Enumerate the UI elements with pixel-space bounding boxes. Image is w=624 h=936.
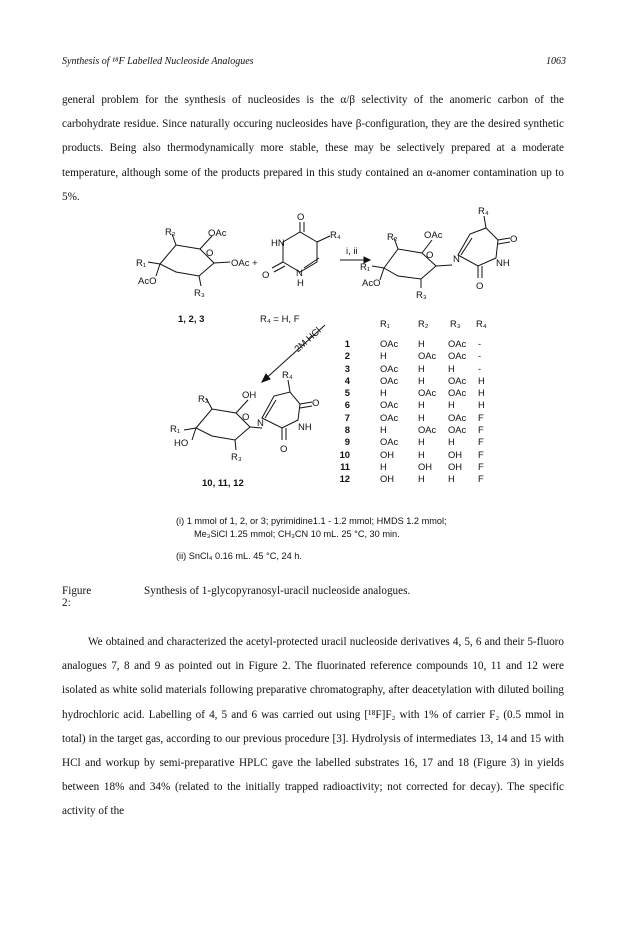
cell-n: 5 [344, 387, 350, 399]
cell-n: 4 [344, 374, 350, 386]
cell-r2: H [418, 374, 425, 386]
cell-n: 9 [344, 436, 350, 448]
cell-r2: H [418, 411, 425, 423]
cell-r3: OAc [448, 374, 467, 386]
cell-r3: H [448, 399, 455, 411]
label-r4-product: R₄ [478, 206, 489, 217]
label-o-right-final: O [312, 398, 320, 409]
label-r2-product: R₂ [387, 232, 398, 243]
cell-r1: OAc [380, 436, 399, 448]
label-base-hn: HN [271, 238, 285, 249]
cell-n: 7 [344, 411, 350, 423]
label-n-final: N [257, 418, 264, 429]
label-o-bottom-final: O [280, 444, 288, 455]
conditions-i-line2: Me₃SiCl 1.25 mmol; CH₃CN 10 mL. 25 °C, 30 min. [194, 529, 400, 539]
cell-r4: H [478, 374, 485, 386]
label-oac-anomeric: OAc + [231, 258, 258, 269]
cell-r3: OH [448, 460, 463, 472]
label-nh-product: NH [496, 258, 510, 269]
label-aco-product: AcO [362, 278, 381, 289]
caption-label: Figure 2: [62, 585, 92, 609]
cell-r1: OH [380, 448, 395, 460]
cell-n: 1 [344, 338, 350, 349]
arrow-label-hcl: 2M HCl [292, 325, 324, 355]
label-base-n: N [296, 268, 303, 279]
paragraph-intro: general problem for the synthesis of nucleosides is the α/β selectivity of the anomeric carbon of the carbohydrate residue. Since naturally occuring nucleosides have β-configuration, they are the desired synthetic products. Being also thermodynamically more stable, these may be selectively prepared at a moderate temperature, although some of the products prepared in this study contained an α-anomer contamination up to 5%. [62, 94, 564, 203]
label-r1-final: R₁ [170, 424, 181, 435]
cell-r1: OAc [380, 411, 399, 423]
label-ring-o-start: O [206, 248, 214, 259]
uracil-ring-start [283, 232, 317, 272]
cell-n: 8 [344, 424, 350, 436]
label-aco-start: AcO [138, 276, 157, 287]
label-r3-start: R₃ [194, 288, 205, 299]
cell-r3: H [448, 362, 455, 374]
compound-label-final: 10, 11, 12 [202, 478, 244, 489]
cell-r2: OH [418, 460, 433, 472]
label-r4-final: R₄ [282, 370, 293, 381]
caption-text: Synthesis of 1-glycopyranosyl-uracil nucleoside analogues. [144, 585, 411, 597]
cell-r2: H [418, 473, 425, 485]
header-r1: R₁ [380, 318, 390, 329]
label-oh-final: OH [242, 390, 257, 401]
cell-r3: OAc [448, 411, 467, 423]
cell-n: 12 [339, 473, 350, 485]
running-title: Synthesis of ¹⁸F Labelled Nucleoside Analogues [62, 56, 254, 67]
cell-r3: H [448, 436, 455, 448]
label-base-o-top: O [297, 212, 305, 223]
cell-r1: OH [380, 473, 395, 485]
cell-n: 2 [344, 350, 350, 362]
cell-r1: OAc [380, 374, 399, 386]
cell-r4: F [478, 448, 484, 460]
cell-r2: OAc [418, 350, 437, 362]
cell-r2: OAc [418, 424, 437, 436]
cell-r1: H [380, 424, 387, 436]
cell-r1: H [380, 350, 387, 362]
arrow-label-conditions: i, ii [346, 246, 358, 257]
cell-r2: H [418, 362, 425, 374]
cell-r4: H [478, 387, 485, 399]
paragraph-results: We obtained and characterized the acetyl-protected uracil nucleoside derivatives 4, 5, 6 and their 5-fluoro analogues 7, 8 and 9 as pointed out in Figure 2. The fluorinated reference compounds 10, 11 and 12 were isolated as white solid materials following preparative chromatography, after deacetylation with diluted boiling hydrochloric acid. Labelling of 4, 5 and 6 was carried out using [¹⁸F]F₂ with 1% of carrier F₂ (0.5 mmol in total) in the target gas, according to our previous procedure [3]. Hydrolysis of intermediates 13, 14 and 15 with HCl and workup by semi-preparative HPLC gave the labelled substrates 16, 17 and 18 (Figure 3) in yields between 18% and 34% (related to the initially trapped radioactivity; not corrected for decay). The specific activity of the [62, 636, 564, 818]
cell-r3: OAc [448, 350, 467, 362]
label-n-product: N [453, 254, 460, 265]
cell-n: 10 [339, 448, 350, 460]
cell-n: 3 [344, 362, 350, 374]
label-base-o-bottom: O [262, 270, 270, 281]
label-r1-start: R₁ [136, 258, 147, 269]
label-r2-final: R₂ [198, 394, 209, 405]
cell-r4: F [478, 436, 484, 448]
label-base-r4: R₄ [330, 230, 341, 241]
cell-r4: H [478, 399, 485, 411]
header-r3: R₃ [450, 318, 461, 329]
header-r4: R₄ [476, 318, 487, 329]
cell-r1: OAc [380, 338, 399, 349]
header-r2: R₂ [418, 318, 429, 329]
cell-r3: OAc [448, 387, 467, 399]
label-r3-product: R₃ [416, 290, 427, 301]
cell-r4: F [478, 424, 484, 436]
cell-r2: H [418, 399, 425, 411]
compound-label-start: 1, 2, 3 [178, 314, 205, 325]
r4-definition: R₄ = H, F [260, 314, 300, 325]
page-number: 1063 [546, 56, 566, 67]
cell-r3: OH [448, 448, 463, 460]
cell-r2: H [418, 436, 425, 448]
cell-r4: - [478, 338, 482, 349]
uracil-ring-product [458, 228, 498, 266]
cell-n: 6 [344, 399, 350, 411]
cell-r3: OAc [448, 424, 467, 436]
conditions-i [176, 515, 447, 541]
cell-r3: H [448, 473, 455, 485]
label-nh-final: NH [298, 422, 312, 433]
uracil-ring-final [262, 392, 300, 428]
label-r2-start: R₂ [165, 227, 176, 238]
label-r1-product: R₁ [360, 262, 371, 273]
label-r3-final: R₃ [231, 452, 242, 463]
cell-r1: H [380, 460, 387, 472]
cell-r3: OAc [448, 338, 467, 349]
cell-r4: F [478, 411, 484, 423]
label-oac-start: OAc [208, 228, 227, 239]
conditions-ii: (ii) SnCl₄ 0.16 mL. 45 °C, 24 h. [176, 551, 302, 561]
cell-r1: OAc [380, 399, 399, 411]
cell-r4: F [478, 460, 484, 472]
label-ring-o-product: O [426, 250, 434, 261]
label-ho-final: HO [174, 438, 189, 449]
label-base-h: H [297, 278, 304, 289]
cell-r4: - [478, 350, 482, 362]
cell-r2: H [418, 338, 425, 349]
label-o-bottom-product: O [476, 281, 484, 292]
conditions-i-line1: (i) 1 mmol of 1, 2, or 3; pyrimidine1.1 - 1.2 mmol; HMDS 1.2 mmol; [176, 516, 447, 526]
cell-r4: F [478, 473, 484, 485]
cell-r1: H [380, 387, 387, 399]
cell-r1: OAc [380, 362, 399, 374]
label-ring-o-final: O [242, 412, 250, 423]
cell-r4: - [478, 362, 482, 374]
cell-r2: OAc [418, 387, 437, 399]
cell-n: 11 [340, 460, 350, 472]
label-oac-product: OAc [424, 230, 443, 241]
cell-r2: H [418, 448, 425, 460]
label-o-right-product: O [510, 234, 518, 245]
